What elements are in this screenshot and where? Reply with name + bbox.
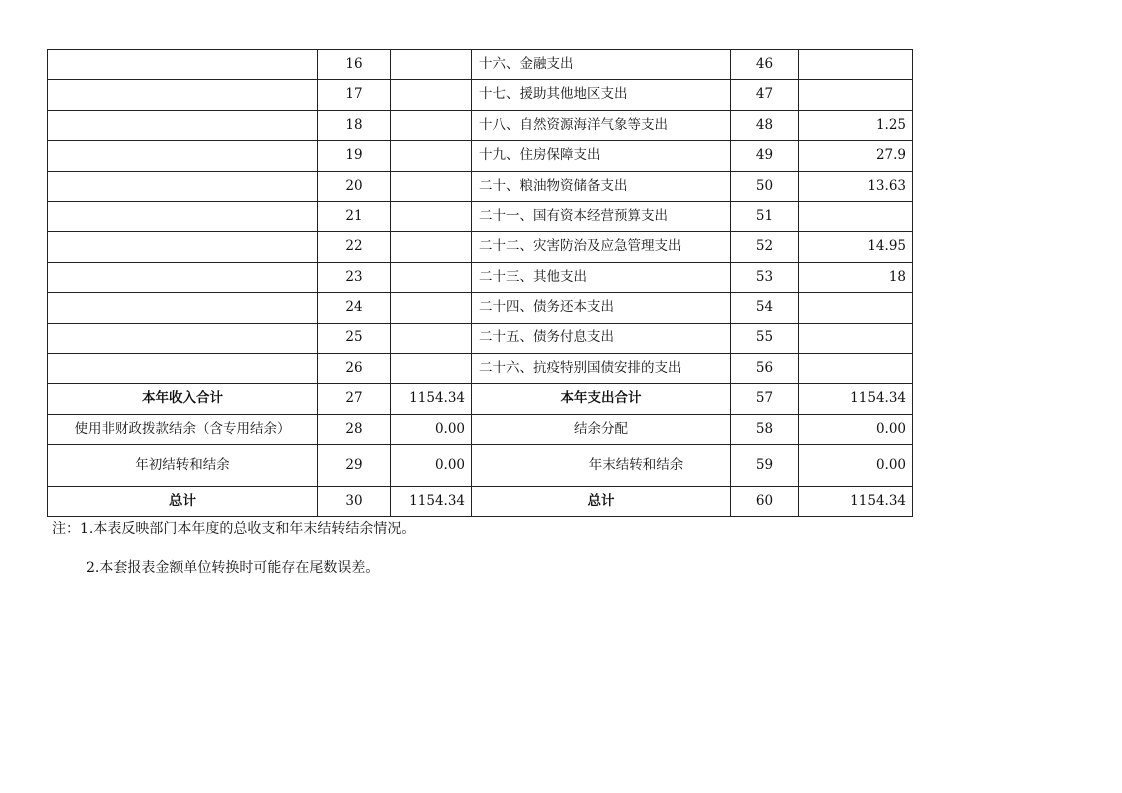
left-line-no: 19 [318, 141, 391, 171]
right-line-no: 56 [731, 353, 799, 383]
expense-total-label: 本年支出合计 [472, 384, 731, 414]
expense-amount-cell: 13.63 [799, 171, 913, 201]
table-row [48, 201, 913, 231]
left-label-cell [48, 232, 318, 262]
left-label-cell [48, 262, 318, 292]
left-amount-cell [391, 110, 472, 140]
left-line-no: 23 [318, 262, 391, 292]
begin-carry-label: 年初结转和结余 [48, 445, 318, 487]
expense-item-label: 二十四、债务还本支出 [472, 293, 731, 323]
income-total-label: 本年收入合计 [48, 384, 318, 414]
left-line-no: 25 [318, 323, 391, 353]
left-line-no: 21 [318, 201, 391, 231]
left-line-no: 22 [318, 232, 391, 262]
table-row [48, 293, 913, 323]
left-line-no: 24 [318, 293, 391, 323]
expense-item-label: 二十一、国有资本经营预算支出 [472, 201, 731, 231]
begin-carry-no: 29 [318, 445, 391, 487]
left-amount-cell [391, 353, 472, 383]
left-amount-cell [391, 293, 472, 323]
table-row [48, 141, 913, 171]
expense-amount-cell: 18 [799, 262, 913, 292]
expense-amount-cell [799, 323, 913, 353]
expense-total-amount: 1154.34 [799, 384, 913, 414]
expense-item-label: 二十三、其他支出 [472, 262, 731, 292]
grand-right-label: 总计 [472, 487, 731, 517]
income-total-no: 27 [318, 384, 391, 414]
left-label-cell [48, 293, 318, 323]
note-line-2: 2.本套报表金额单位转换时可能存在尾数误差。 [86, 560, 380, 576]
expense-item-label: 二十、粮油物资储备支出 [472, 171, 731, 201]
expense-amount-cell [799, 201, 913, 231]
table-row [48, 232, 913, 262]
expense-item-label: 十八、自然资源海洋气象等支出 [472, 110, 731, 140]
right-line-no: 46 [731, 50, 799, 80]
grand-left-amount: 1154.34 [391, 487, 472, 517]
left-label-cell [48, 201, 318, 231]
right-line-no: 51 [731, 201, 799, 231]
expense-item-label: 十九、住房保障支出 [472, 141, 731, 171]
table-row [48, 171, 913, 201]
table-row-income-total [48, 384, 913, 414]
table-row [48, 110, 913, 140]
left-amount-cell [391, 171, 472, 201]
expense-total-no: 57 [731, 384, 799, 414]
left-line-no: 16 [318, 50, 391, 80]
grand-right-amount: 1154.34 [799, 487, 913, 517]
expense-amount-cell [799, 80, 913, 110]
left-label-cell [48, 50, 318, 80]
right-line-no: 50 [731, 171, 799, 201]
left-amount-cell [391, 232, 472, 262]
expense-amount-cell [799, 50, 913, 80]
surplus-dist-no: 58 [731, 414, 799, 444]
left-label-cell [48, 141, 318, 171]
end-carry-no: 59 [731, 445, 799, 487]
non-fiscal-no: 28 [318, 414, 391, 444]
expense-item-label: 十六、金融支出 [472, 50, 731, 80]
left-label-cell [48, 110, 318, 140]
right-line-no: 54 [731, 293, 799, 323]
income-total-amount: 1154.34 [391, 384, 472, 414]
expense-amount-cell [799, 293, 913, 323]
grand-left-no: 30 [318, 487, 391, 517]
surplus-dist-amount: 0.00 [799, 414, 913, 444]
table-notes [52, 522, 415, 575]
expense-amount-cell: 1.25 [799, 110, 913, 140]
table-row-carryover [48, 445, 913, 487]
expense-item-label: 二十五、债务付息支出 [472, 323, 731, 353]
table-row [48, 323, 913, 353]
left-amount-cell [391, 80, 472, 110]
table-row-grand-total [48, 487, 913, 517]
non-fiscal-label: 使用非财政拨款结余（含专用结余） [48, 414, 318, 444]
grand-left-label: 总计 [48, 487, 318, 517]
expense-amount-cell [799, 353, 913, 383]
expense-item-label: 二十二、灾害防治及应急管理支出 [472, 232, 731, 262]
right-line-no: 49 [731, 141, 799, 171]
summary-body [48, 384, 913, 517]
end-carry-amount: 0.00 [799, 445, 913, 487]
left-amount-cell [391, 50, 472, 80]
left-label-cell [48, 353, 318, 383]
left-label-cell [48, 80, 318, 110]
budget-sheet [47, 49, 913, 517]
right-line-no: 47 [731, 80, 799, 110]
left-amount-cell [391, 323, 472, 353]
grand-right-no: 60 [731, 487, 799, 517]
left-label-cell [48, 171, 318, 201]
note-line-1: 注：1.本表反映部门本年度的总收支和年末结转结余情况。 [52, 521, 416, 537]
expense-item-label: 十七、援助其他地区支出 [472, 80, 731, 110]
right-line-no: 55 [731, 323, 799, 353]
table-row [48, 262, 913, 292]
left-line-no: 17 [318, 80, 391, 110]
expense-amount-cell: 27.9 [799, 141, 913, 171]
left-amount-cell [391, 262, 472, 292]
right-line-no: 53 [731, 262, 799, 292]
left-amount-cell [391, 141, 472, 171]
table-row [48, 353, 913, 383]
begin-carry-amount: 0.00 [391, 445, 472, 487]
surplus-dist-label: 结余分配 [472, 414, 731, 444]
expense-item-label: 二十六、抗疫特别国债安排的支出 [472, 353, 731, 383]
table-body [48, 50, 913, 384]
right-line-no: 52 [731, 232, 799, 262]
right-line-no: 48 [731, 110, 799, 140]
table-row-non-fiscal [48, 414, 913, 444]
table-row [48, 50, 913, 80]
expense-amount-cell: 14.95 [799, 232, 913, 262]
left-line-no: 26 [318, 353, 391, 383]
left-line-no: 18 [318, 110, 391, 140]
budget-table [47, 49, 913, 517]
end-carry-label: 年末结转和结余 [472, 445, 731, 487]
left-line-no: 20 [318, 171, 391, 201]
table-row [48, 80, 913, 110]
left-amount-cell [391, 201, 472, 231]
non-fiscal-amount: 0.00 [391, 414, 472, 444]
left-label-cell [48, 323, 318, 353]
